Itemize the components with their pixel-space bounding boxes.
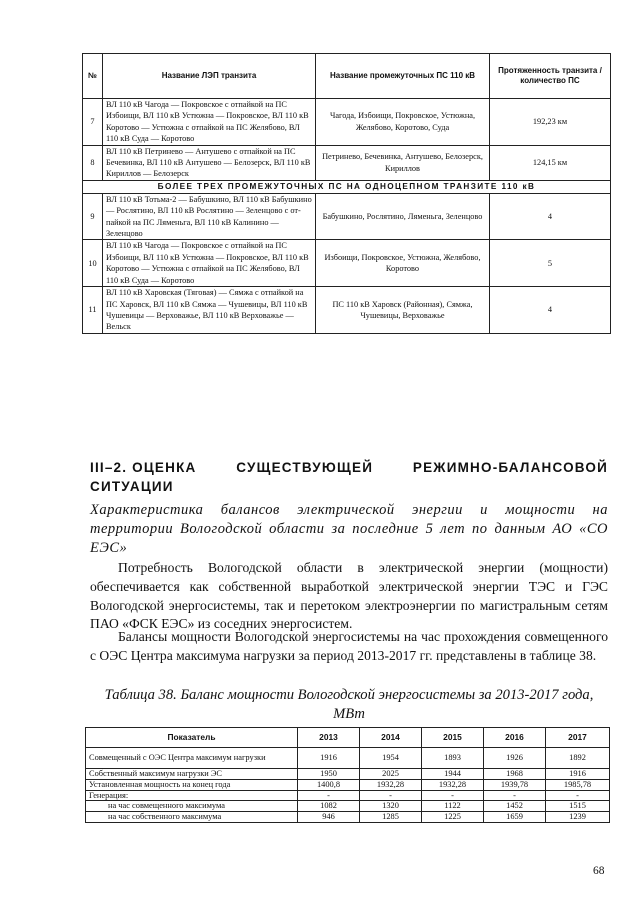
row-value: 1985,78: [546, 779, 610, 790]
row-value: 1932,28: [422, 779, 484, 790]
row-label: Установленная мощность на конец года: [86, 779, 298, 790]
row-line: ВЛ 110 кВ Харовская (Тяговая) — Сямжа с отпайкой на ПС Харовск, ВЛ 110 кВ Сямжа — Чушевицы, ВЛ 110 кВ Чушевицы — Верховажье, ВЛ 110 кВ Верховажье — Вельск: [103, 287, 316, 334]
row-value: 1916: [298, 748, 360, 769]
row-value: 1225: [422, 812, 484, 823]
row-label: на час собственного максимума: [86, 812, 298, 823]
row-line: ВЛ 110 кВ Петринево — Антушево с отпайкой на ПС Бечевинка, ВЛ 110 кВ Антушево — Белозерск, ВЛ 110 кВ Кириллов — Белозерск: [103, 145, 316, 180]
section-heading: [90, 458, 608, 496]
header-year: 2013: [298, 728, 360, 748]
row-value: 1515: [546, 801, 610, 812]
table-row: [86, 769, 610, 780]
row-num: 7: [83, 99, 103, 146]
row-value: -: [546, 790, 610, 801]
row-line: ВЛ 110 кВ Тотьма-2 — Бабушкино, ВЛ 110 кВ Бабушкино — Рослятино, ВЛ 110 кВ Рослятино — Зеленцово с от-пайкой на ПС Ляменьга, ВЛ 110 кВ Калинино — Зеленцово: [103, 193, 316, 240]
transit-table-header: [83, 54, 611, 99]
heading-word-2: СУЩЕСТВУЮЩЕЙ: [236, 460, 374, 475]
row-value: 1452: [484, 801, 546, 812]
row-value: 1916: [546, 769, 610, 780]
row-line: ВЛ 110 кВ Чагода — Покровское с отпайкой на ПС Избоищи, ВЛ 110 кВ Устюжна — Покровское, ВЛ 110 кВ Коротово — Устюжна с отпайкой на ПС Желябово, ВЛ 110 кВ Суда — Коротово: [103, 240, 316, 287]
table-row: [86, 748, 610, 769]
balance-table: [85, 727, 610, 823]
table-row: [86, 779, 610, 790]
header-num: №: [83, 54, 103, 99]
row-value: -: [422, 790, 484, 801]
row-value: 1893: [422, 748, 484, 769]
header-year: 2017: [546, 728, 610, 748]
header-year: 2016: [484, 728, 546, 748]
row-value: 1944: [422, 769, 484, 780]
row-num: 11: [83, 287, 103, 334]
heading-word-3: РЕЖИМНО-БАЛАНСОВОЙ: [412, 460, 608, 475]
row-value: 1285: [360, 812, 422, 823]
table-row: [86, 790, 610, 801]
row-value: 1659: [484, 812, 546, 823]
row-line: ВЛ 110 кВ Чагода — Покровское с отпайкой на ПС Избоищи, ВЛ 110 кВ Устюжна — Покровское, ВЛ 110 кВ Коротово — Устюжна с отпайкой на ПС Желябово, ВЛ 110 кВ Суда — Коротово: [103, 99, 316, 146]
row-length: 192,23 км: [490, 99, 611, 146]
row-value: 1968: [484, 769, 546, 780]
row-substations: Избоищи, Покровское, Устюжна, Желябово, Коротово: [316, 240, 490, 287]
row-value: 1320: [360, 801, 422, 812]
row-value: 1939,78: [484, 779, 546, 790]
row-substations: Петринево, Бечевинка, Антушево, Белозерск, Кириллов: [316, 145, 490, 180]
heading-line-2: СИТУАЦИИ: [90, 479, 174, 494]
table-caption: Таблица 38. Баланс мощности Вологодской энергосистемы за 2013-2017 года, МВт: [104, 687, 594, 722]
balance-table-header: [86, 728, 610, 748]
row-length: 124,15 км: [490, 145, 611, 180]
row-label: на час совмещенного максимума: [86, 801, 298, 812]
page-number: 68: [593, 865, 605, 877]
table-row: [86, 801, 610, 812]
table-row: [83, 145, 611, 180]
row-substations: Чагода, Избоищи, Покровское, Устюжна, Желябово, Коротово, Суда: [316, 99, 490, 146]
row-value: -: [484, 790, 546, 801]
row-substations: Бабушкино, Рослятино, Ляменьга, Зеленцово: [316, 193, 490, 240]
table-row: [83, 193, 611, 240]
transit-table: [82, 53, 611, 334]
row-value: 1926: [484, 748, 546, 769]
row-length: 5: [490, 240, 611, 287]
row-value: 1400,8: [298, 779, 360, 790]
header-year: 2014: [360, 728, 422, 748]
row-value: 1932,28: [360, 779, 422, 790]
table-row: [83, 287, 611, 334]
row-length: 4: [490, 193, 611, 240]
row-num: 9: [83, 193, 103, 240]
row-num: 8: [83, 145, 103, 180]
row-label: Совмещенный с ОЭС Центра максимум нагрузки: [86, 748, 298, 769]
row-value: 1950: [298, 769, 360, 780]
row-label: Собственный максимум нагрузки ЭС: [86, 769, 298, 780]
subsection-title: Характеристика балансов электрической энергии и мощности на территории Вологодской области за последние 5 лет по данным АО «СО ЕЭС»: [90, 502, 608, 556]
row-value: -: [360, 790, 422, 801]
row-num: 10: [83, 240, 103, 287]
section-row: [83, 180, 611, 193]
row-value: 1954: [360, 748, 422, 769]
header-line: Название ЛЭП транзита: [103, 54, 316, 99]
header-substations: Название промежуточных ПС 110 кВ: [316, 54, 490, 99]
row-value: 1082: [298, 801, 360, 812]
row-value: 1239: [546, 812, 610, 823]
header-indicator: Показатель: [86, 728, 298, 748]
row-label: Генерация:: [86, 790, 298, 801]
row-substations: ПС 110 кВ Харовск (Районная), Сямжа, Чушевицы, Верховажье: [316, 287, 490, 334]
row-value: 1122: [422, 801, 484, 812]
row-value: 2025: [360, 769, 422, 780]
paragraph-2: Балансы мощности Вологодской энергосистемы на час прохождения совмещенного с ОЭС Центра максимума нагрузки за период 2013-2017 гг. представлены в таблице 38.: [90, 629, 608, 663]
row-length: 4: [490, 287, 611, 334]
row-value: 1892: [546, 748, 610, 769]
row-value: -: [298, 790, 360, 801]
section-title: БОЛЕЕ ТРЕХ ПРОМЕЖУТОЧНЫХ ПС НА ОДНОЦЕПНОМ ТРАНЗИТЕ 110 кВ: [83, 180, 611, 193]
row-value: 946: [298, 812, 360, 823]
header-length: Протяженность транзита / количество ПС: [490, 54, 611, 99]
header-year: 2015: [422, 728, 484, 748]
paragraph-1: Потребность Вологодской области в электрической энергии (мощности) обеспечивается как собственной выработкой электрической энергии ТЭС и ГЭС Вологодской энергосистемы, так и перетоком электроэнергии по магистральным сетям ПАО «ФСК ЕЭС» из соседних энергосистем.: [90, 560, 608, 632]
table-row: [86, 812, 610, 823]
table-row: [83, 99, 611, 146]
table-row: [83, 240, 611, 287]
heading-word-1: III–2. ОЦЕНКА: [90, 460, 197, 475]
